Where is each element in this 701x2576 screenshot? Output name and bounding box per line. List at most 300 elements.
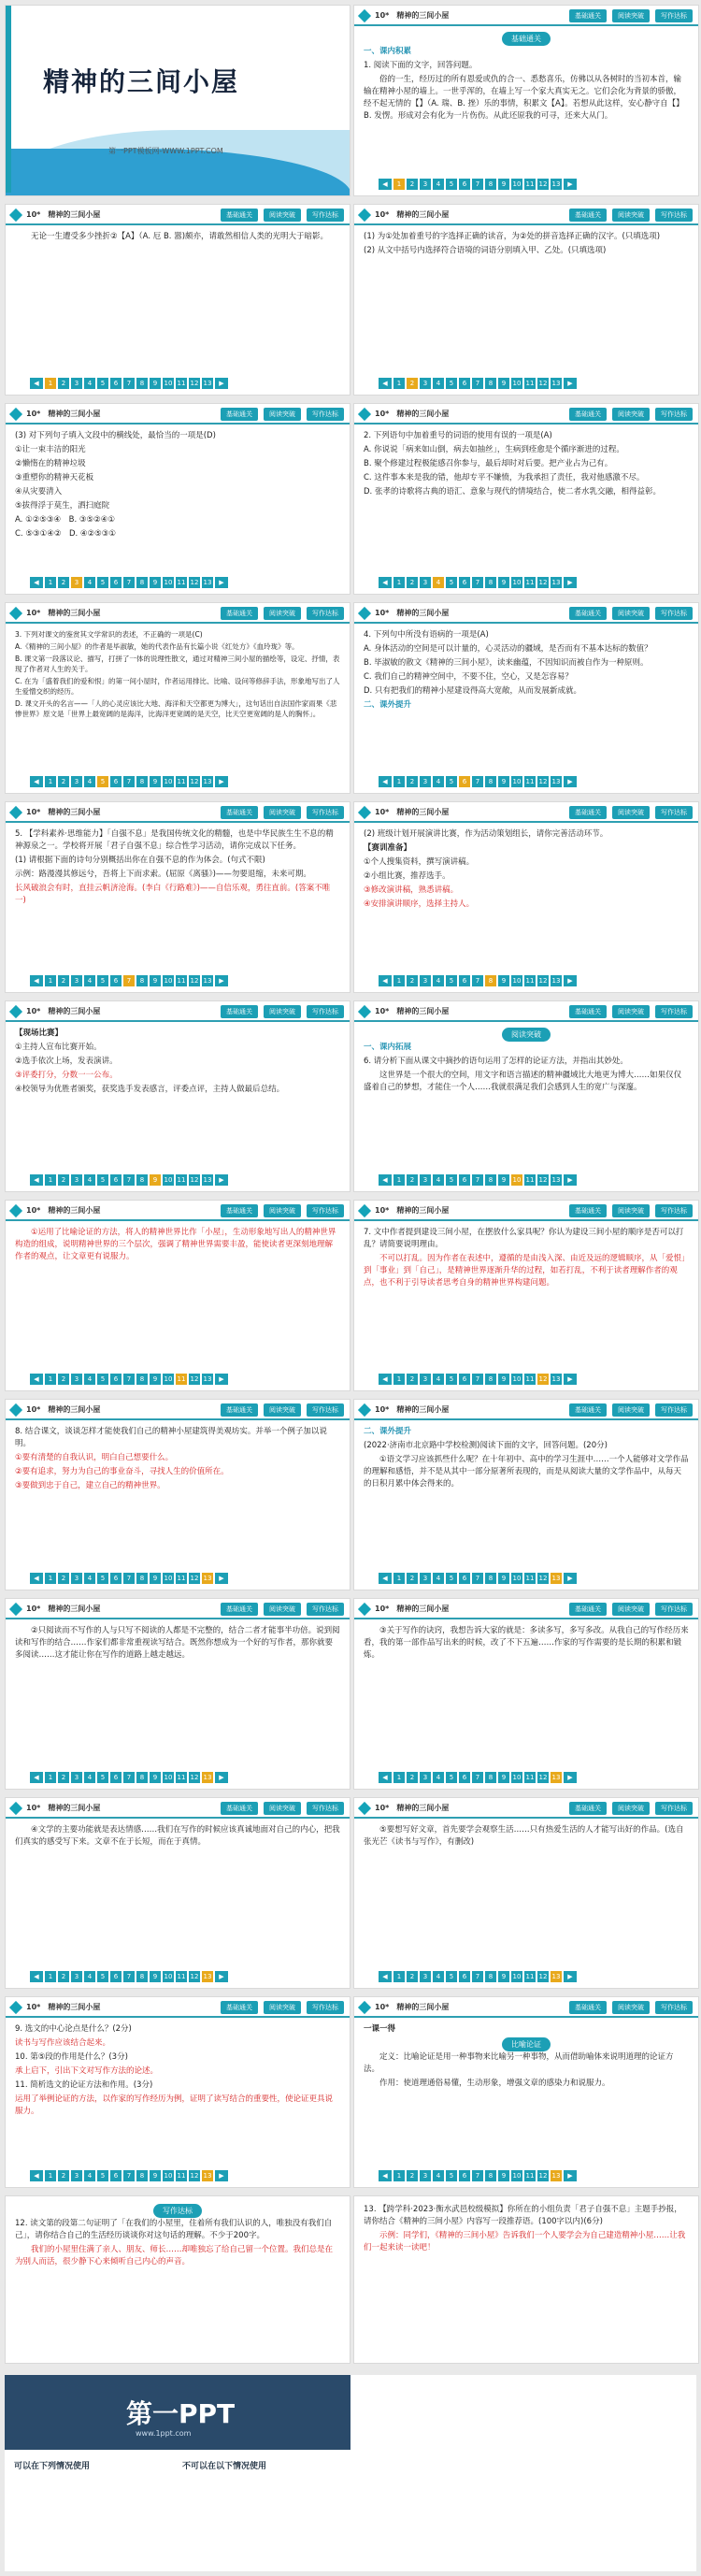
page-4[interactable]: 4	[433, 776, 444, 787]
page-11[interactable]: 11	[177, 380, 186, 387]
page-3[interactable]: 3	[420, 1374, 431, 1385]
tab-writing[interactable]: 写作达标	[655, 9, 693, 22]
page-12[interactable]: 12	[190, 1973, 199, 1980]
page-2[interactable]: 2	[58, 577, 69, 588]
tab-basic[interactable]: 基础通关	[569, 1603, 607, 1616]
tab-basic[interactable]: 基础通关	[221, 806, 258, 819]
tab-reading[interactable]: 阅读突破	[612, 209, 650, 222]
page-12[interactable]: 12	[538, 1575, 548, 1582]
tab-writing[interactable]: 写作达标	[655, 1802, 693, 1815]
page-5[interactable]: 5	[446, 378, 457, 389]
page-12[interactable]: 12	[538, 977, 548, 985]
page-9[interactable]: 9	[150, 1374, 161, 1385]
page-3[interactable]: 3	[420, 577, 431, 588]
page-9[interactable]: 9	[498, 1573, 509, 1584]
tab-basic[interactable]: 基础通关	[569, 1403, 607, 1417]
tab-reading[interactable]: 阅读突破	[612, 806, 650, 819]
page-12[interactable]: 12	[538, 1973, 548, 1980]
page-11[interactable]: 11	[525, 1575, 535, 1582]
page-6[interactable]: 6	[459, 1772, 470, 1783]
page-4[interactable]: 4	[84, 577, 95, 588]
tab-reading[interactable]: 阅读突破	[612, 1005, 650, 1018]
page-9[interactable]: 9	[498, 776, 509, 787]
page-11[interactable]: 11	[177, 1575, 186, 1582]
page-13[interactable]: 13	[203, 1575, 212, 1582]
page-6[interactable]: 6	[110, 1971, 122, 1982]
page-7[interactable]: 7	[472, 1772, 483, 1783]
page-12[interactable]: 12	[190, 1774, 199, 1781]
tab-basic[interactable]: 基础通关	[569, 2001, 607, 2014]
page-7[interactable]: 7	[123, 975, 135, 986]
page-8[interactable]: 8	[485, 1174, 496, 1186]
page-3[interactable]: 3	[420, 776, 431, 787]
page-4[interactable]: 4	[84, 1971, 95, 1982]
tab-basic[interactable]: 基础通关	[569, 806, 607, 819]
tab-writing[interactable]: 写作达标	[655, 1603, 693, 1616]
page-3[interactable]: 3	[71, 1971, 82, 1982]
page-13[interactable]: 13	[203, 1973, 212, 1980]
page-3[interactable]: 3	[71, 2170, 82, 2181]
page-12[interactable]: 12	[190, 579, 199, 586]
tab-reading[interactable]: 阅读突破	[264, 209, 301, 222]
page-8[interactable]: 8	[485, 1971, 496, 1982]
page-13[interactable]: 13	[551, 977, 561, 985]
page-6[interactable]: 6	[110, 577, 122, 588]
page-6[interactable]: 6	[459, 975, 470, 986]
page-9[interactable]: 9	[150, 1174, 161, 1186]
next-icon[interactable]: ▶	[564, 2170, 577, 2181]
page-9[interactable]: 9	[150, 1573, 161, 1584]
page-9[interactable]: 9	[498, 1374, 509, 1385]
prev-icon[interactable]: ◀	[30, 378, 43, 389]
page-8[interactable]: 8	[485, 975, 496, 986]
page-13[interactable]: 13	[551, 180, 561, 188]
tab-basic[interactable]: 基础通关	[221, 408, 258, 421]
page-6[interactable]: 6	[110, 2170, 122, 2181]
page-13[interactable]: 13	[551, 579, 561, 586]
page-4[interactable]: 4	[433, 1772, 444, 1783]
page-6[interactable]: 6	[110, 1174, 122, 1186]
next-icon[interactable]: ▶	[564, 577, 577, 588]
page-4[interactable]: 4	[433, 179, 444, 190]
tab-writing[interactable]: 写作达标	[307, 806, 344, 819]
page-3[interactable]: 3	[71, 1374, 82, 1385]
page-3[interactable]: 3	[71, 1174, 82, 1186]
tab-basic[interactable]: 基础通关	[569, 1204, 607, 1217]
next-icon[interactable]: ▶	[215, 975, 228, 986]
page-2[interactable]: 2	[407, 577, 418, 588]
page-13[interactable]: 13	[203, 1176, 212, 1184]
prev-icon[interactable]: ◀	[379, 1573, 392, 1584]
page-3[interactable]: 3	[420, 1971, 431, 1982]
page-10[interactable]: 10	[164, 977, 173, 985]
page-1[interactable]: 1	[393, 179, 405, 190]
tab-writing[interactable]: 写作达标	[307, 2001, 344, 2014]
page-6[interactable]: 6	[459, 2170, 470, 2181]
page-9[interactable]: 9	[150, 776, 161, 787]
page-10[interactable]: 10	[512, 1774, 522, 1781]
page-10[interactable]: 10	[164, 579, 173, 586]
page-1[interactable]: 1	[393, 1374, 405, 1385]
page-9[interactable]: 9	[150, 378, 161, 389]
page-1[interactable]: 1	[45, 1374, 56, 1385]
page-9[interactable]: 9	[498, 1174, 509, 1186]
page-9[interactable]: 9	[498, 378, 509, 389]
page-8[interactable]: 8	[485, 2170, 496, 2181]
page-1[interactable]: 1	[45, 378, 56, 389]
page-6[interactable]: 6	[459, 378, 470, 389]
page-1[interactable]: 1	[45, 1971, 56, 1982]
page-7[interactable]: 7	[123, 577, 135, 588]
page-4[interactable]: 4	[433, 1374, 444, 1385]
page-1[interactable]: 1	[393, 1772, 405, 1783]
page-1[interactable]: 1	[45, 1573, 56, 1584]
page-5[interactable]: 5	[97, 2170, 108, 2181]
page-5[interactable]: 5	[446, 2170, 457, 2181]
page-11[interactable]: 11	[177, 2172, 186, 2180]
page-8[interactable]: 8	[136, 378, 148, 389]
page-9[interactable]: 9	[498, 1772, 509, 1783]
page-5[interactable]: 5	[446, 776, 457, 787]
page-8[interactable]: 8	[485, 179, 496, 190]
page-6[interactable]: 6	[459, 776, 470, 787]
page-8[interactable]: 8	[485, 1573, 496, 1584]
page-1[interactable]: 1	[45, 577, 56, 588]
page-12[interactable]: 12	[538, 180, 548, 188]
prev-icon[interactable]: ◀	[379, 2170, 392, 2181]
page-3[interactable]: 3	[420, 975, 431, 986]
next-icon[interactable]: ▶	[564, 776, 577, 787]
tab-writing[interactable]: 写作达标	[655, 1403, 693, 1417]
page-9[interactable]: 9	[150, 1772, 161, 1783]
page-5[interactable]: 5	[446, 577, 457, 588]
page-1[interactable]: 1	[393, 2170, 405, 2181]
page-2[interactable]: 2	[58, 1971, 69, 1982]
tab-writing[interactable]: 写作达标	[655, 806, 693, 819]
page-6[interactable]: 6	[110, 776, 122, 787]
tab-basic[interactable]: 基础通关	[569, 1802, 607, 1815]
next-icon[interactable]: ▶	[215, 1174, 228, 1186]
page-1[interactable]: 1	[393, 577, 405, 588]
page-6[interactable]: 6	[110, 1772, 122, 1783]
page-5[interactable]: 5	[97, 776, 108, 787]
page-11[interactable]: 11	[177, 977, 186, 985]
tab-reading[interactable]: 阅读突破	[612, 1204, 650, 1217]
page-2[interactable]: 2	[407, 1573, 418, 1584]
page-9[interactable]: 9	[150, 1971, 161, 1982]
page-5[interactable]: 5	[97, 975, 108, 986]
page-10[interactable]: 10	[512, 180, 522, 188]
page-7[interactable]: 7	[123, 1772, 135, 1783]
page-12[interactable]: 12	[538, 380, 548, 387]
page-4[interactable]: 4	[84, 378, 95, 389]
page-5[interactable]: 5	[97, 577, 108, 588]
tab-basic[interactable]: 基础通关	[569, 607, 607, 620]
page-5[interactable]: 5	[446, 179, 457, 190]
page-13[interactable]: 13	[551, 1176, 561, 1184]
page-12[interactable]: 12	[538, 579, 548, 586]
page-8[interactable]: 8	[136, 2170, 148, 2181]
page-12[interactable]: 12	[190, 1176, 199, 1184]
page-8[interactable]: 8	[136, 1772, 148, 1783]
tab-writing[interactable]: 写作达标	[655, 607, 693, 620]
page-4[interactable]: 4	[84, 1374, 95, 1385]
page-11[interactable]: 11	[525, 180, 535, 188]
tab-reading[interactable]: 阅读突破	[264, 1005, 301, 1018]
page-5[interactable]: 5	[446, 975, 457, 986]
page-8[interactable]: 8	[136, 776, 148, 787]
page-11[interactable]: 11	[177, 778, 186, 785]
tab-reading[interactable]: 阅读突破	[612, 2001, 650, 2014]
page-12[interactable]: 12	[538, 778, 548, 785]
page-10[interactable]: 10	[164, 1575, 173, 1582]
page-13[interactable]: 13	[203, 579, 212, 586]
page-11[interactable]: 11	[525, 1973, 535, 1980]
next-icon[interactable]: ▶	[564, 1772, 577, 1783]
page-3[interactable]: 3	[71, 378, 82, 389]
page-4[interactable]: 4	[84, 776, 95, 787]
tab-reading[interactable]: 阅读突破	[264, 408, 301, 421]
page-8[interactable]: 8	[136, 1174, 148, 1186]
tab-basic[interactable]: 基础通关	[221, 1204, 258, 1217]
page-3[interactable]: 3	[71, 975, 82, 986]
page-13[interactable]: 13	[203, 778, 212, 785]
prev-icon[interactable]: ◀	[30, 1772, 43, 1783]
page-7[interactable]: 7	[123, 1174, 135, 1186]
tab-reading[interactable]: 阅读突破	[264, 607, 301, 620]
page-5[interactable]: 5	[446, 1374, 457, 1385]
tab-basic[interactable]: 基础通关	[569, 408, 607, 421]
page-7[interactable]: 7	[472, 1573, 483, 1584]
tab-reading[interactable]: 阅读突破	[264, 1802, 301, 1815]
page-10[interactable]: 10	[512, 1375, 522, 1383]
page-11[interactable]: 11	[177, 1176, 186, 1184]
page-13[interactable]: 13	[551, 1774, 561, 1781]
tab-writing[interactable]: 写作达标	[307, 1204, 344, 1217]
page-13[interactable]: 13	[551, 2172, 561, 2180]
page-12[interactable]: 12	[538, 1774, 548, 1781]
page-2[interactable]: 2	[407, 975, 418, 986]
page-6[interactable]: 6	[110, 1374, 122, 1385]
next-icon[interactable]: ▶	[215, 2170, 228, 2181]
page-3[interactable]: 3	[420, 1174, 431, 1186]
page-2[interactable]: 2	[407, 179, 418, 190]
tab-reading[interactable]: 阅读突破	[612, 607, 650, 620]
page-4[interactable]: 4	[433, 1573, 444, 1584]
page-1[interactable]: 1	[393, 1174, 405, 1186]
page-2[interactable]: 2	[58, 975, 69, 986]
page-11[interactable]: 11	[525, 1774, 535, 1781]
page-1[interactable]: 1	[45, 2170, 56, 2181]
page-12[interactable]: 12	[190, 380, 199, 387]
page-11[interactable]: 11	[525, 977, 535, 985]
page-13[interactable]: 13	[203, 380, 212, 387]
tab-writing[interactable]: 写作达标	[307, 1005, 344, 1018]
tab-writing[interactable]: 写作达标	[307, 209, 344, 222]
page-13[interactable]: 13	[203, 1375, 212, 1383]
next-icon[interactable]: ▶	[215, 378, 228, 389]
page-10[interactable]: 10	[164, 1973, 173, 1980]
page-2[interactable]: 2	[407, 1174, 418, 1186]
page-5[interactable]: 5	[97, 1374, 108, 1385]
page-3[interactable]: 3	[71, 1772, 82, 1783]
page-4[interactable]: 4	[433, 1174, 444, 1186]
tab-writing[interactable]: 写作达标	[307, 1802, 344, 1815]
page-11[interactable]: 11	[525, 579, 535, 586]
page-4[interactable]: 4	[433, 577, 444, 588]
prev-icon[interactable]: ◀	[30, 2170, 43, 2181]
page-11[interactable]: 11	[177, 1973, 186, 1980]
tab-writing[interactable]: 写作达标	[655, 408, 693, 421]
page-1[interactable]: 1	[393, 975, 405, 986]
page-5[interactable]: 5	[446, 1174, 457, 1186]
tab-basic[interactable]: 基础通关	[221, 1403, 258, 1417]
page-1[interactable]: 1	[393, 776, 405, 787]
tab-writing[interactable]: 写作达标	[655, 209, 693, 222]
page-2[interactable]: 2	[58, 1374, 69, 1385]
page-8[interactable]: 8	[485, 1374, 496, 1385]
next-icon[interactable]: ▶	[564, 975, 577, 986]
page-7[interactable]: 7	[472, 577, 483, 588]
next-icon[interactable]: ▶	[215, 1971, 228, 1982]
page-6[interactable]: 6	[459, 1573, 470, 1584]
page-9[interactable]: 9	[150, 2170, 161, 2181]
tab-reading[interactable]: 阅读突破	[264, 1204, 301, 1217]
tab-basic[interactable]: 基础通关	[221, 1802, 258, 1815]
page-4[interactable]: 4	[84, 2170, 95, 2181]
tab-writing[interactable]: 写作达标	[655, 2001, 693, 2014]
page-6[interactable]: 6	[459, 1971, 470, 1982]
prev-icon[interactable]: ◀	[30, 577, 43, 588]
page-13[interactable]: 13	[551, 380, 561, 387]
page-4[interactable]: 4	[433, 975, 444, 986]
tab-basic[interactable]: 基础通关	[221, 607, 258, 620]
tab-reading[interactable]: 阅读突破	[264, 2001, 301, 2014]
page-12[interactable]: 12	[190, 1575, 199, 1582]
tab-basic[interactable]: 基础通关	[569, 1005, 607, 1018]
page-3[interactable]: 3	[420, 179, 431, 190]
page-7[interactable]: 7	[123, 1573, 135, 1584]
page-11[interactable]: 11	[525, 380, 535, 387]
tab-reading[interactable]: 阅读突破	[264, 1403, 301, 1417]
page-10[interactable]: 10	[512, 579, 522, 586]
tab-basic[interactable]: 基础通关	[569, 9, 607, 22]
page-1[interactable]: 1	[393, 1573, 405, 1584]
page-4[interactable]: 4	[433, 378, 444, 389]
prev-icon[interactable]: ◀	[379, 776, 392, 787]
page-13[interactable]: 13	[203, 1774, 212, 1781]
page-6[interactable]: 6	[110, 378, 122, 389]
tab-reading[interactable]: 阅读突破	[612, 9, 650, 22]
page-1[interactable]: 1	[45, 975, 56, 986]
page-4[interactable]: 4	[433, 2170, 444, 2181]
page-3[interactable]: 3	[420, 2170, 431, 2181]
page-7[interactable]: 7	[472, 1174, 483, 1186]
page-9[interactable]: 9	[498, 2170, 509, 2181]
page-4[interactable]: 4	[84, 1772, 95, 1783]
page-7[interactable]: 7	[472, 2170, 483, 2181]
page-2[interactable]: 2	[58, 1174, 69, 1186]
prev-icon[interactable]: ◀	[30, 1174, 43, 1186]
page-7[interactable]: 7	[472, 378, 483, 389]
page-8[interactable]: 8	[485, 378, 496, 389]
page-9[interactable]: 9	[498, 179, 509, 190]
page-8[interactable]: 8	[136, 577, 148, 588]
page-7[interactable]: 7	[123, 1971, 135, 1982]
page-6[interactable]: 6	[459, 1374, 470, 1385]
page-10[interactable]: 10	[164, 1176, 173, 1184]
page-11[interactable]: 11	[525, 1176, 535, 1184]
tab-reading[interactable]: 阅读突破	[612, 1403, 650, 1417]
prev-icon[interactable]: ◀	[379, 577, 392, 588]
page-7[interactable]: 7	[123, 378, 135, 389]
next-icon[interactable]: ▶	[564, 1374, 577, 1385]
page-9[interactable]: 9	[498, 1971, 509, 1982]
tab-basic[interactable]: 基础通关	[221, 1005, 258, 1018]
next-icon[interactable]: ▶	[564, 378, 577, 389]
page-5[interactable]: 5	[97, 1772, 108, 1783]
page-13[interactable]: 13	[203, 977, 212, 985]
page-3[interactable]: 3	[420, 1772, 431, 1783]
page-6[interactable]: 6	[459, 1174, 470, 1186]
page-7[interactable]: 7	[123, 1374, 135, 1385]
page-4[interactable]: 4	[84, 1174, 95, 1186]
page-2[interactable]: 2	[58, 2170, 69, 2181]
page-7[interactable]: 7	[123, 2170, 135, 2181]
page-6[interactable]: 6	[459, 577, 470, 588]
prev-icon[interactable]: ◀	[30, 1573, 43, 1584]
page-8[interactable]: 8	[485, 577, 496, 588]
page-11[interactable]: 11	[177, 1375, 186, 1383]
page-4[interactable]: 4	[84, 1573, 95, 1584]
tab-reading[interactable]: 阅读突破	[612, 1802, 650, 1815]
prev-icon[interactable]: ◀	[30, 776, 43, 787]
page-6[interactable]: 6	[459, 179, 470, 190]
prev-icon[interactable]: ◀	[30, 1971, 43, 1982]
page-4[interactable]: 4	[84, 975, 95, 986]
page-3[interactable]: 3	[71, 1573, 82, 1584]
prev-icon[interactable]: ◀	[30, 1374, 43, 1385]
page-11[interactable]: 11	[177, 1774, 186, 1781]
prev-icon[interactable]: ◀	[379, 975, 392, 986]
page-8[interactable]: 8	[485, 776, 496, 787]
page-13[interactable]: 13	[551, 778, 561, 785]
page-10[interactable]: 10	[512, 1575, 522, 1582]
page-7[interactable]: 7	[472, 776, 483, 787]
page-9[interactable]: 9	[498, 577, 509, 588]
tab-reading[interactable]: 阅读突破	[264, 806, 301, 819]
page-7[interactable]: 7	[472, 975, 483, 986]
page-2[interactable]: 2	[407, 776, 418, 787]
page-10[interactable]: 10	[512, 1973, 522, 1980]
page-2[interactable]: 2	[58, 1573, 69, 1584]
page-2[interactable]: 2	[58, 776, 69, 787]
page-2[interactable]: 2	[58, 378, 69, 389]
next-icon[interactable]: ▶	[564, 1174, 577, 1186]
tab-basic[interactable]: 基础通关	[569, 209, 607, 222]
page-5[interactable]: 5	[97, 378, 108, 389]
next-icon[interactable]: ▶	[215, 1374, 228, 1385]
page-12[interactable]: 12	[190, 977, 199, 985]
page-7[interactable]: 7	[472, 179, 483, 190]
tab-writing[interactable]: 写作达标	[307, 1603, 344, 1616]
page-10[interactable]: 10	[164, 1774, 173, 1781]
next-icon[interactable]: ▶	[564, 1573, 577, 1584]
page-12[interactable]: 12	[538, 1375, 548, 1383]
tab-reading[interactable]: 阅读突破	[612, 1603, 650, 1616]
next-icon[interactable]: ▶	[564, 1971, 577, 1982]
page-12[interactable]: 12	[190, 1375, 199, 1383]
